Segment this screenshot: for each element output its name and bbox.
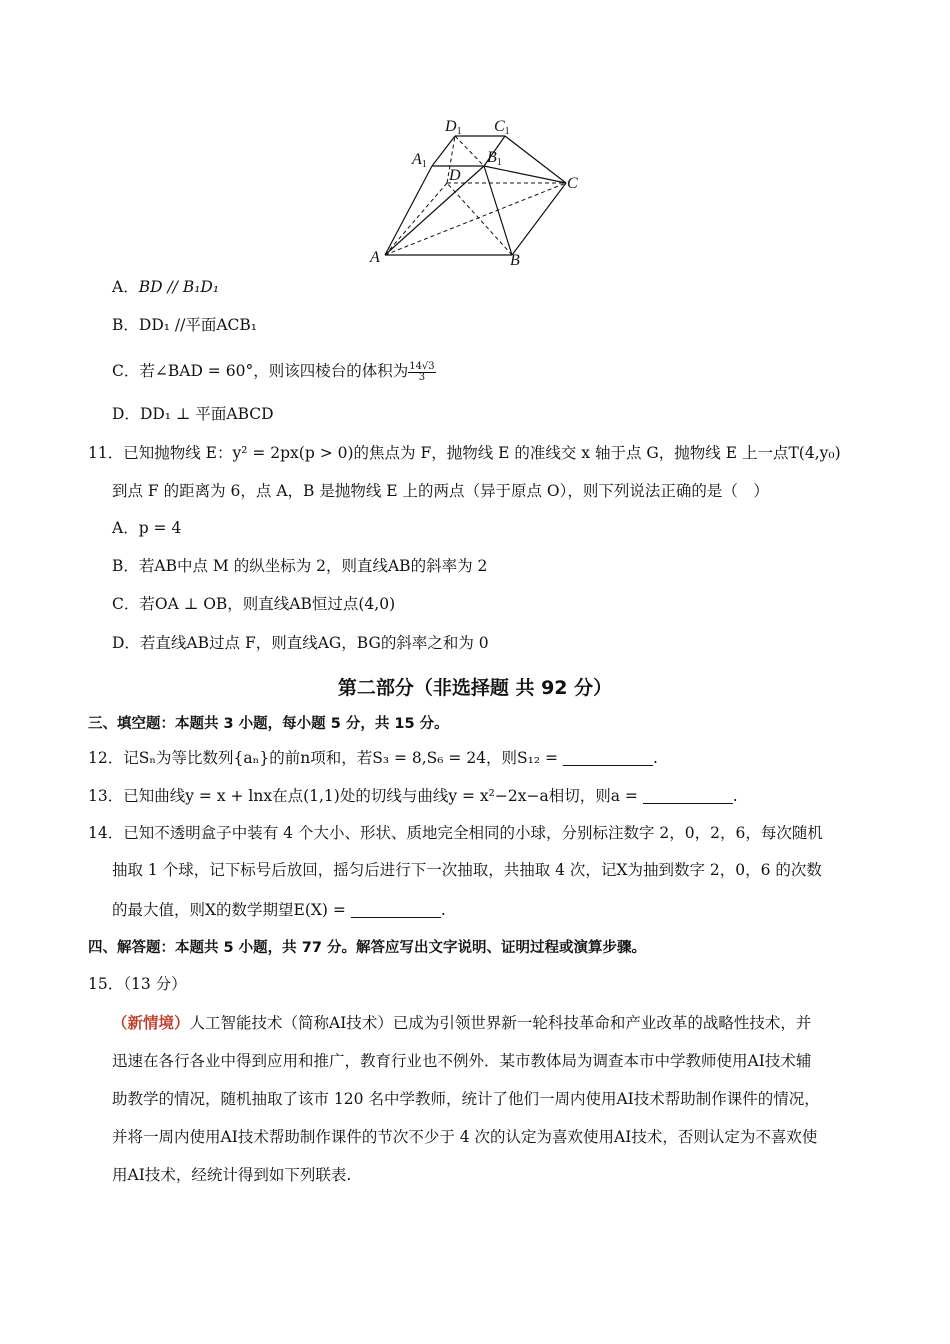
q14-line1: 14．已知不透明盒子中装有 4 个大小、形状、质地完全相同的小球，分别标注数字 2，0，2，6，每次随机	[88, 824, 823, 842]
q15-line3: 助教学的情况，随机抽取了该市 120 名中学教师，统计了他们一周内使用AI技术帮助制作课件的情况，	[112, 1090, 820, 1108]
q11-option-c: C．若OA ⊥ OB，则直线AB恒过点(4,0)	[112, 595, 396, 613]
label-a: A	[370, 249, 380, 266]
hidden-d1b1	[455, 136, 484, 166]
option-letter: A．	[112, 278, 139, 296]
q10-option-b	[112, 314, 257, 336]
q15-line1	[112, 1012, 811, 1034]
q10-option-a	[112, 276, 219, 298]
label-a1: A1	[412, 151, 427, 170]
section4-heading: 四、解答题：本题共 5 小题，共 77 分。解答应写出文字说明、证明过程或演算步骤。	[88, 940, 646, 956]
option-letter: C．	[112, 362, 140, 380]
option-text: DD₁ //平面ACB₁	[138, 316, 257, 334]
q15-line4: 并将一周内使用AI技术帮助制作课件的节次不少于 4 次的认定为喜欢使用AI技术，否则认定为不喜欢使	[112, 1128, 818, 1146]
q13	[88, 785, 738, 807]
q12-text: 12．记Sₙ为等比数列{aₙ}的前n项和，若S₃ = 8,S₆ = 24，则S₁₂ =	[88, 749, 563, 767]
q13-period: .	[732, 787, 738, 805]
hidden-bd	[447, 183, 512, 255]
volume-fraction: $\frac{14√3}{3}$	[409, 360, 435, 383]
edge-cc1	[505, 136, 566, 183]
q15-line5: 用AI技术，经统计得到如下列联表.	[112, 1166, 352, 1184]
section3-heading: 三、填空题：本题共 3 小题，每小题 5 分，共 15 分。	[88, 716, 449, 732]
option-text: BD // B₁D₁	[138, 278, 220, 296]
option-text: 若∠BAD = 60°，则该四棱台的体积为	[139, 362, 409, 380]
option-letter: B．	[112, 316, 139, 334]
line-b1c	[484, 166, 566, 183]
q11-stem-line1: 11．已知抛物线 E：y² = 2px(p > 0)的焦点为 F，抛物线 E 的准线交 x 轴于点 G，抛物线 E 上一点T(4,y₀)	[88, 444, 841, 462]
q11-option-b: B．若AB中点 M 的纵坐标为 2，则直线AB的斜率为 2	[112, 557, 488, 575]
line-ac1-side	[385, 166, 484, 255]
q11-option-d: D．若直线AB过点 F，则直线AG，BG的斜率之和为 0	[112, 634, 489, 652]
frustum-figure	[360, 110, 590, 275]
q10-option-d	[112, 403, 274, 425]
label-c1: C1	[494, 118, 510, 137]
q14-answer-blank	[351, 901, 441, 918]
q12-period: .	[652, 749, 658, 767]
q15-text: 人工智能技术（简称AI技术）已成为引领世界新一轮科技革命和产业改革的战略性技术，并	[189, 1014, 812, 1032]
label-d1: D1	[445, 118, 462, 137]
q11-option-a: A．p = 4	[112, 519, 182, 537]
q13-text: 13．已知曲线y = x + lnx在点(1,1)处的切线与曲线y = x²−2x−a相切，则a =	[88, 787, 643, 805]
option-letter: D．	[112, 405, 140, 423]
label-b: B	[510, 252, 520, 269]
q15-head: 15．（13 分）	[88, 975, 187, 993]
edge-aa1	[385, 166, 432, 255]
hidden-ad	[385, 183, 447, 255]
q11-stem-line2: 到点 F 的距离为 6，点 A，B 是抛物线 E 上的两点（异于原点 O），则下列说法正确的是（ ）	[112, 482, 769, 500]
option-text: DD₁ ⊥ 平面ABCD	[139, 405, 274, 423]
q15-tag: （新情境）	[112, 1013, 190, 1032]
q12-answer-blank	[563, 749, 653, 766]
q14-line2: 抽取 1 个球，记下标号后放回，摇匀后进行下一次抽取，共抽取 4 次，记X为抽到数字 2，0，6 的次数	[112, 861, 822, 879]
part2-title: 第二部分（非选择题 共 92 分）	[337, 677, 613, 699]
edge-d1a1	[432, 136, 455, 166]
q14-period: .	[440, 901, 446, 919]
q14-text: 的最大值，则X的数学期望E(X) =	[112, 901, 351, 919]
q14-line3	[112, 899, 446, 921]
label-d: D	[449, 167, 461, 184]
q13-answer-blank	[643, 787, 733, 804]
label-b1: B1	[487, 149, 502, 168]
label-c: C	[567, 175, 578, 192]
q15-line2: 迅速在各行各业中得到应用和推广，教育行业也不例外．某市教体局为调查本市中学教师使用AI技术辅	[112, 1052, 812, 1070]
q10-option-c	[112, 360, 436, 383]
edge-bc	[512, 183, 566, 255]
q12	[88, 747, 658, 769]
